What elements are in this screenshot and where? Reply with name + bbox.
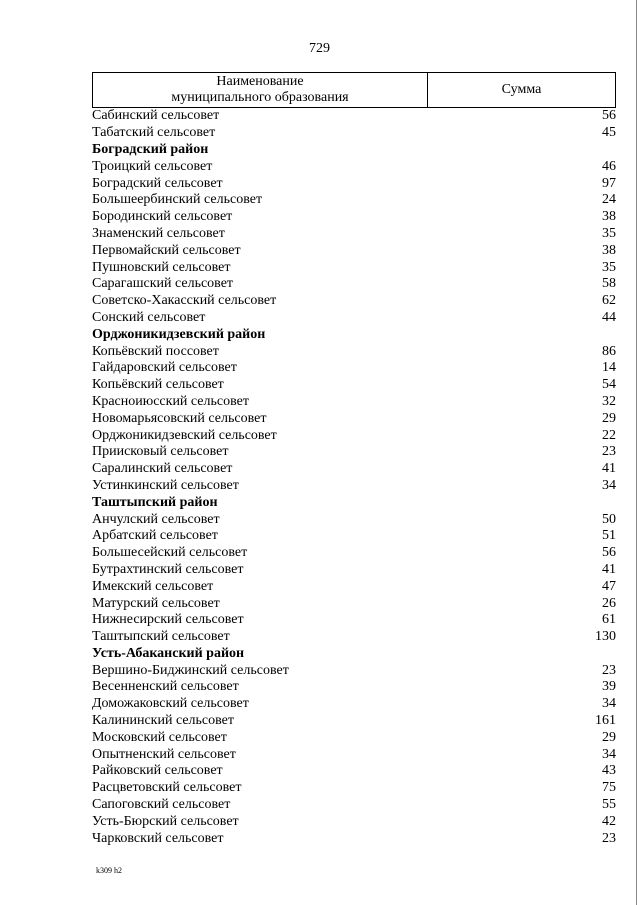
municipality-name: Опытненский сельсовет <box>92 746 236 762</box>
table-row <box>92 226 616 243</box>
amount-value: 14 <box>602 360 616 376</box>
amount-value: 41 <box>602 561 616 577</box>
table-row <box>92 729 616 746</box>
table-row <box>92 780 616 797</box>
amount-value: 34 <box>602 746 616 762</box>
amount-value: 23 <box>602 444 616 460</box>
municipality-name: Сапоговский сельсовет <box>92 797 231 813</box>
table-row <box>92 377 616 394</box>
amount-value: 75 <box>602 780 616 796</box>
municipality-name: Приисковый сельсовет <box>92 444 229 460</box>
amount-value: 86 <box>602 343 616 359</box>
amount-value: 51 <box>602 528 616 544</box>
amount-value: 23 <box>602 662 616 678</box>
table-row <box>92 713 616 730</box>
district-heading-row <box>92 646 616 663</box>
table-row <box>92 293 616 310</box>
table-row <box>92 797 616 814</box>
page-edge-line <box>636 0 637 905</box>
table-row <box>92 612 616 629</box>
municipality-name: Бутрахтинский сельсовет <box>92 561 244 577</box>
municipality-name: Гайдаровский сельсовет <box>92 360 237 376</box>
municipality-name: Большесейский сельсовет <box>92 545 248 561</box>
municipality-name: Матурский сельсовет <box>92 595 220 611</box>
table-header <box>92 72 616 108</box>
table-row <box>92 528 616 545</box>
amount-value: 24 <box>602 192 616 208</box>
amount-value: 50 <box>602 511 616 527</box>
amount-value: 34 <box>602 696 616 712</box>
municipality-name: Арбатский сельсовет <box>92 528 218 544</box>
amount-value: 26 <box>602 595 616 611</box>
municipality-name: Табатский сельсовет <box>92 125 216 141</box>
municipality-name: Калининский сельсовет <box>92 713 234 729</box>
municipality-name: Имекский сельсовет <box>92 578 214 594</box>
amount-value: 35 <box>602 259 616 275</box>
amount-value: 38 <box>602 242 616 258</box>
table-row <box>92 192 616 209</box>
district-name: Усть-Абаканский район <box>92 645 245 661</box>
municipality-name: Таштыпский сельсовет <box>92 629 230 645</box>
amount-value: 56 <box>602 108 616 124</box>
district-name: Боградский район <box>92 141 209 157</box>
municipality-name: Московский сельсовет <box>92 729 227 745</box>
municipality-name: Сонский сельсовет <box>92 309 206 325</box>
municipality-name: Расцветовский сельсовет <box>92 780 242 796</box>
amount-value: 42 <box>602 813 616 829</box>
district-heading-row <box>92 142 616 159</box>
table-row <box>92 410 616 427</box>
table-row <box>92 276 616 293</box>
district-heading-row <box>92 494 616 511</box>
municipality-name: Вершино-Биджинский сельсовет <box>92 662 289 678</box>
municipality-name: Саралинский сельсовет <box>92 461 233 477</box>
table-row <box>92 310 616 327</box>
table-row <box>92 679 616 696</box>
municipality-name: Доможаковский сельсовет <box>92 696 249 712</box>
municipality-name: Красноиюсский сельсовет <box>92 393 249 409</box>
municipality-name: Копьёвский сельсовет <box>92 377 224 393</box>
amount-value: 43 <box>602 763 616 779</box>
footer-code: k309 h2 <box>96 866 122 875</box>
municipality-name: Орджоникидзевский сельсовет <box>92 427 277 443</box>
table-row <box>92 746 616 763</box>
district-name: Таштыпский район <box>92 494 218 510</box>
table-row <box>92 125 616 142</box>
municipality-name: Бородинский сельсовет <box>92 209 233 225</box>
table-row <box>92 158 616 175</box>
municipality-name: Чарковский сельсовет <box>92 830 224 846</box>
table-row <box>92 209 616 226</box>
table-row <box>92 360 616 377</box>
municipality-name: Первомайский сельсовет <box>92 242 241 258</box>
table-row <box>92 444 616 461</box>
municipality-name: Новомарьясовский сельсовет <box>92 410 267 426</box>
table-row <box>92 813 616 830</box>
amount-value: 46 <box>602 158 616 174</box>
municipality-name: Сарагашский сельсовет <box>92 276 234 292</box>
table-row <box>92 562 616 579</box>
table-row <box>92 629 616 646</box>
municipality-name: Боградский сельсовет <box>92 175 223 191</box>
table-row <box>92 242 616 259</box>
table-row <box>92 696 616 713</box>
table-row <box>92 343 616 360</box>
header-name-line1: Наименование <box>216 74 304 89</box>
table-row <box>92 830 616 847</box>
amount-value: 56 <box>602 545 616 561</box>
amount-value: 34 <box>602 477 616 493</box>
header-name-line2: муниципального образования <box>171 90 349 105</box>
amount-value: 61 <box>602 612 616 628</box>
amount-value: 130 <box>595 629 616 645</box>
municipality-name: Райковский сельсовет <box>92 763 223 779</box>
page-number: 729 <box>309 41 330 56</box>
municipality-name: Знаменский сельсовет <box>92 225 225 241</box>
table-row <box>92 478 616 495</box>
municipality-name: Усть-Бюрский сельсовет <box>92 813 239 829</box>
amount-value: 45 <box>602 125 616 141</box>
table-row <box>92 578 616 595</box>
amount-value: 29 <box>602 729 616 745</box>
district-name: Орджоникидзевский район <box>92 326 266 342</box>
municipality-name: Весенненский сельсовет <box>92 679 239 695</box>
amount-value: 54 <box>602 377 616 393</box>
table-row <box>92 108 616 125</box>
municipality-name: Устинкинский сельсовет <box>92 477 239 493</box>
header-sum-cell: Сумма <box>501 82 542 97</box>
amount-value: 32 <box>602 393 616 409</box>
amount-value: 38 <box>602 209 616 225</box>
table-row <box>92 394 616 411</box>
district-heading-row <box>92 326 616 343</box>
municipality-name: Копьёвский поссовет <box>92 343 219 359</box>
municipality-name: Нижнесирский сельсовет <box>92 612 244 628</box>
table-row <box>92 662 616 679</box>
table-row <box>92 595 616 612</box>
header-name-cell <box>93 73 428 107</box>
table-row <box>92 461 616 478</box>
municipality-name: Большеербинский сельсовет <box>92 192 263 208</box>
amount-value: 44 <box>602 309 616 325</box>
table-body <box>92 108 616 847</box>
municipality-name: Сабинский сельсовет <box>92 108 220 124</box>
amount-value: 55 <box>602 797 616 813</box>
amount-value: 29 <box>602 410 616 426</box>
amount-value: 23 <box>602 830 616 846</box>
table-row <box>92 427 616 444</box>
municipality-name: Троицкий сельсовет <box>92 158 213 174</box>
amount-value: 39 <box>602 679 616 695</box>
amount-value: 97 <box>602 175 616 191</box>
municipality-name: Советско-Хакасский сельсовет <box>92 293 277 309</box>
municipality-name: Пушновский сельсовет <box>92 259 231 275</box>
amount-value: 47 <box>602 578 616 594</box>
municipality-name: Анчулский сельсовет <box>92 511 220 527</box>
table-row <box>92 763 616 780</box>
amount-value: 41 <box>602 461 616 477</box>
table-row <box>92 545 616 562</box>
table-row <box>92 511 616 528</box>
amount-value: 22 <box>602 427 616 443</box>
amount-value: 58 <box>602 276 616 292</box>
table-row <box>92 175 616 192</box>
amount-value: 161 <box>595 713 616 729</box>
amount-value: 62 <box>602 293 616 309</box>
amount-value: 35 <box>602 225 616 241</box>
table-row <box>92 259 616 276</box>
